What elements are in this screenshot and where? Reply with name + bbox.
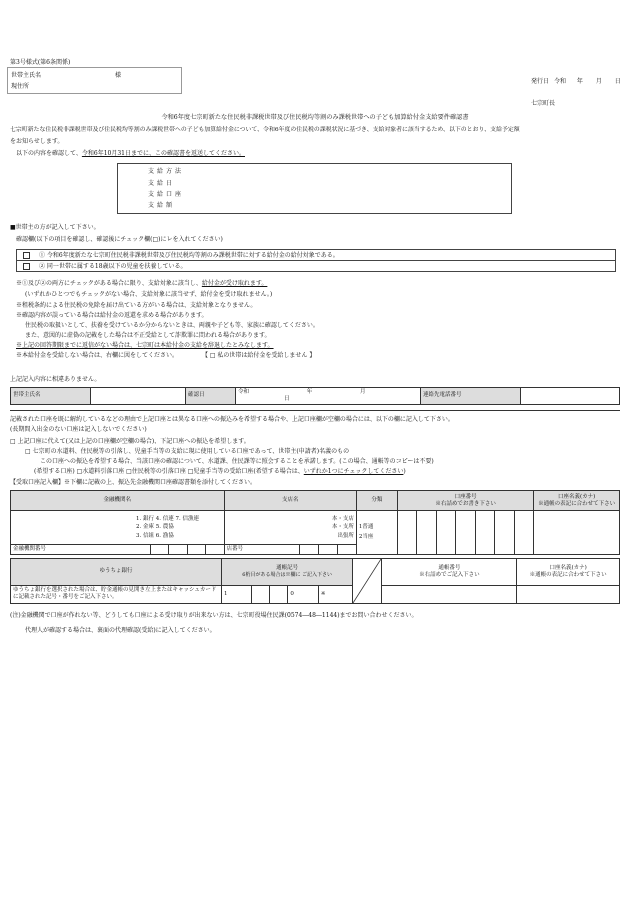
payment-account-label: 支給口座 <box>148 191 185 198</box>
inst-type-3: 3. 信組 6. 漁協 <box>136 532 174 539</box>
inst-code-label: 金融機関番号 <box>11 545 151 555</box>
bank-table <box>10 490 620 555</box>
note-5: 住民税の取扱いとして、扶養を受けているか分からないときは、両親や子ども等、家族に確認してください。 <box>25 322 319 329</box>
intro-line3-pre: 以下の内容を確認して、 <box>16 150 82 157</box>
yucho-symbol-label: 通帳記号 <box>276 565 299 572</box>
section2-opt2c-end: ) <box>403 468 406 475</box>
check-row-2 <box>16 260 616 272</box>
bank-h-holder-label: 口座名義(カナ) <box>558 493 596 500</box>
yucho-symbol-digit-3[interactable] <box>270 585 288 603</box>
intro-line3 <box>16 150 245 158</box>
yucho-number-note: ※右詰めでご記入下さい <box>419 571 480 578</box>
section1-heading: ■世帯主の方が記入して下さい。 <box>10 224 100 231</box>
yucho-table <box>10 558 620 604</box>
yucho-symbol-note: 6桁目がある場合は※欄に ご記入下さい <box>242 572 333 579</box>
branch-code-digit-1[interactable] <box>299 545 318 555</box>
bank-h-account-note: ※右詰めでお書き下さい <box>435 500 496 507</box>
yucho-diagonal-cell <box>353 559 382 604</box>
bank-h-account <box>397 491 533 511</box>
section2-opt2c-text[interactable]: (希望する口座) □水道料引落口座 □住民税等の引落口座 □児童手当等の受給口座(希望する場合は、 <box>34 468 304 475</box>
yucho-holder-note: ※通帳の表記に合わせて下さい <box>529 571 607 578</box>
yucho-number-label: 通帳番号 <box>438 564 461 571</box>
confirm-table <box>10 387 620 405</box>
issuer: 七宗町長 <box>531 100 556 107</box>
yucho-symbol-asterisk[interactable]: ※ <box>318 585 353 603</box>
note-3: ※租税条約による住民税の免除を届け出ている方がいる場合は、支給対象となりません。 <box>16 302 257 309</box>
branch-code-label: 店番号 <box>224 545 299 555</box>
confirm-date-field[interactable] <box>236 388 421 405</box>
section2-p2: (長期間入出金のない口座は記入しないでください) <box>10 426 147 433</box>
yucho-desc: ゆうちょ銀行を選択された場合は、貯金通帳の見開き左上またはキャッシュカードに記載された記号・番号をご記入下さい。 <box>11 585 222 603</box>
confirm-day-unit: 日 <box>284 395 290 402</box>
issue-month-unit: 月 <box>595 78 602 85</box>
inst-code-digit-4[interactable] <box>206 545 224 555</box>
note-2: (いずれかひとつでもチェックがない場合、支給対象に該当せず、給付金を受け取れません。) <box>25 291 273 298</box>
yucho-symbol-digit-4: 0 <box>288 585 318 603</box>
yucho-symbol-digit-1: 1 <box>222 585 252 603</box>
branch-type-1: 本・支店 <box>331 516 354 523</box>
section1-instruction: 確認欄(以下の項目を確認し、確認後にチェック欄(□)にレを入れてください) <box>16 236 223 243</box>
section2-opt2c-underlined: いずれか1つにチェックしてください <box>303 468 404 475</box>
document-title: 令和6年度七宗町新たな住民税非課税世帯及び住民税均等割のみ課税世帯への子ども加算給付金支給要件確認書 <box>161 114 469 121</box>
bank-holder-field[interactable] <box>534 511 620 555</box>
bank-h-institution: 金融機関名 <box>11 491 225 511</box>
intro-line1: 七宗町新たな住民税非課税世帯及び住民税均等割のみ課税世帯への子ども加算給付金について、令和6年度の住民税の課税状況に基づき、支給対象者に該当するため、以下のとおり、支給予定額 <box>10 127 520 133</box>
yucho-holder-header <box>517 559 620 586</box>
account-digit-1[interactable] <box>397 511 416 555</box>
confirm-year-unit: 年 <box>306 389 313 395</box>
yucho-name: ゆうちょ銀行 <box>11 559 222 586</box>
inst-code-digit-2[interactable] <box>169 545 187 555</box>
note-8 <box>16 352 315 360</box>
inst-code-digit-3[interactable] <box>187 545 205 555</box>
note-1 <box>16 280 267 288</box>
yucho-number-field[interactable] <box>382 585 517 603</box>
yucho-symbol-digit-2[interactable] <box>252 585 270 603</box>
note-6: また、意図的に虚偽の記載をした場合は不正受給として詐欺罪に問われる場合があります。 <box>25 332 271 339</box>
check1-text: ① 令和6年度新たな七宗町住民税非課税世帯及び住民税均等割のみ課税世帯に対する給付金の給付対象である。 <box>39 252 339 259</box>
confirm-name-field[interactable] <box>91 388 186 405</box>
diagonal-slash <box>353 559 381 603</box>
account-type-1: 1普通 <box>358 523 374 530</box>
account-digit-6[interactable] <box>495 511 514 555</box>
check2-checkbox[interactable] <box>23 263 30 270</box>
note-1-underlined: 給付金が受け取れます。 <box>201 280 268 287</box>
yucho-holder-field[interactable] <box>517 585 620 603</box>
branch-type-2: 本・支所 <box>331 524 354 531</box>
note-8-pre: ※本給付金を受給しない場合は、右欄に図をしてください。 <box>16 352 179 359</box>
inst-code-digit-1[interactable] <box>151 545 169 555</box>
account-type-2: 2当座 <box>358 533 374 540</box>
note-7: ※上記の回答期限までに返信がない場合は、七宗町は本給付金の支給を辞退したとみなします。 <box>16 342 274 349</box>
bank-h-holder <box>534 491 620 511</box>
addressee-box <box>7 67 182 94</box>
section2-opt2c <box>34 468 406 476</box>
bank-h-account-label: 口座番号 <box>454 493 477 500</box>
branch-type-3: 出張所 <box>337 532 354 539</box>
account-digit-3[interactable] <box>436 511 455 555</box>
inst-type-1: 1. 銀行 4. 信連 7. 信漁連 <box>136 516 199 523</box>
payment-amount-label: 支給額 <box>148 202 176 209</box>
note-1-pre: ※①及び②の両方にチェックがある場合に限り、支給対象に該当し、 <box>16 280 202 287</box>
section2-opt1[interactable]: □ 上記口座に代えて(又は上記の口座欄が空欄の場合)、下記口座への振込を希望します。 <box>10 438 250 445</box>
check2-text: ② 同一世帯に属する18歳以下の児童を扶養している。 <box>39 263 187 270</box>
yucho-symbol-header <box>222 559 353 586</box>
issue-year-unit: 年 <box>576 78 583 85</box>
footer-note-2: 代理人が確認する場合は、裏面の代理確認(受給)に記入してください。 <box>25 627 216 634</box>
issue-day-unit: 日 <box>614 78 621 85</box>
section2-opt2[interactable]: □ 七宗町の水道料、住民税等の引落し、児童手当等の支給に現に使用している口座であって、世帯主(申請者)名義のもの <box>25 448 350 455</box>
account-digit-7[interactable] <box>514 511 534 555</box>
yucho-number-header <box>382 559 517 586</box>
payment-date-label: 支給日 <box>148 180 176 187</box>
issue-era: 令和 <box>553 78 566 85</box>
bank-h-type: 分類 <box>356 491 397 511</box>
bank-institution-name-field[interactable] <box>11 511 225 545</box>
account-digit-5[interactable] <box>475 511 494 555</box>
decline-checkbox-text[interactable]: 【 □ 私の世帯は給付金を受給しません 】 <box>201 352 316 359</box>
confirm-date-label: 確認日 <box>186 388 236 405</box>
section2-p1: 記載された口座を既に解約しているなどの理由で上記口座とは異なる口座への振込みを希望する場合や、上記口座欄が空欄の場合には、以下の欄に記入して下さい。 <box>10 416 454 423</box>
inst-type-2: 2. 金庫 5. 農協 <box>136 524 174 531</box>
confirm-statement: 上記記入内容に相違ありません。 <box>10 376 101 383</box>
bank-heading: 【受取口座記入欄】※下欄に記載の上、振込先金融機関口座確認書類を添付してください。 <box>10 479 257 486</box>
confirm-phone-label: 連絡先電話番号 <box>421 388 521 405</box>
addressee-label: 世帯主氏名 <box>11 72 42 79</box>
section2-opt2b: この口座への振込を希望する場合、当該口座の確認について、水道課、住民課等に照会することを承諾します。(この場合、通帳等のコピーは不要) <box>40 458 434 465</box>
form-number: 第3号様式(第6条関係) <box>10 59 71 66</box>
branch-code-digit-3[interactable] <box>337 545 356 555</box>
honorific: 様 <box>115 72 122 79</box>
address-label: 現住所 <box>11 83 30 90</box>
intro-line2: をお知らせします。 <box>10 138 64 145</box>
section-divider <box>10 410 620 411</box>
confirm-month-unit: 月 <box>360 389 366 395</box>
payment-method-label: 支給方法 <box>148 168 185 175</box>
issue-label: 発行日 <box>531 78 550 85</box>
branch-code-digit-2[interactable] <box>318 545 337 555</box>
bank-account-type-field[interactable] <box>356 511 397 555</box>
account-digit-2[interactable] <box>417 511 436 555</box>
bank-h-holder-note: ※通帳の表記に合わせて下さい <box>538 500 616 507</box>
payment-info-box <box>117 163 512 214</box>
bank-branch-name-field[interactable] <box>224 511 356 545</box>
account-digit-4[interactable] <box>456 511 475 555</box>
note-4: ※確認内容が誤っている場合は給付金の返還を求める場合があります。 <box>16 312 208 319</box>
bank-h-branch: 支店名 <box>224 491 356 511</box>
yucho-holder-label: 口座名義(カナ) <box>549 564 587 571</box>
footer-note-1: (注)金融機関で口座が作れない等、どうしても口座による受け取りが出来ない方は、七宗町役場住民課(0574―48―1144)までお問い合わせください。 <box>10 612 418 619</box>
confirm-era: 令和 <box>238 389 250 395</box>
issue-date <box>531 78 621 86</box>
confirm-name-label: 世帯主氏名 <box>11 388 91 405</box>
deadline-text: 令和6年10月31日までに、この確認書を返送してください。 <box>81 150 245 157</box>
confirm-phone-field[interactable] <box>521 388 620 405</box>
check1-checkbox[interactable] <box>23 252 30 259</box>
